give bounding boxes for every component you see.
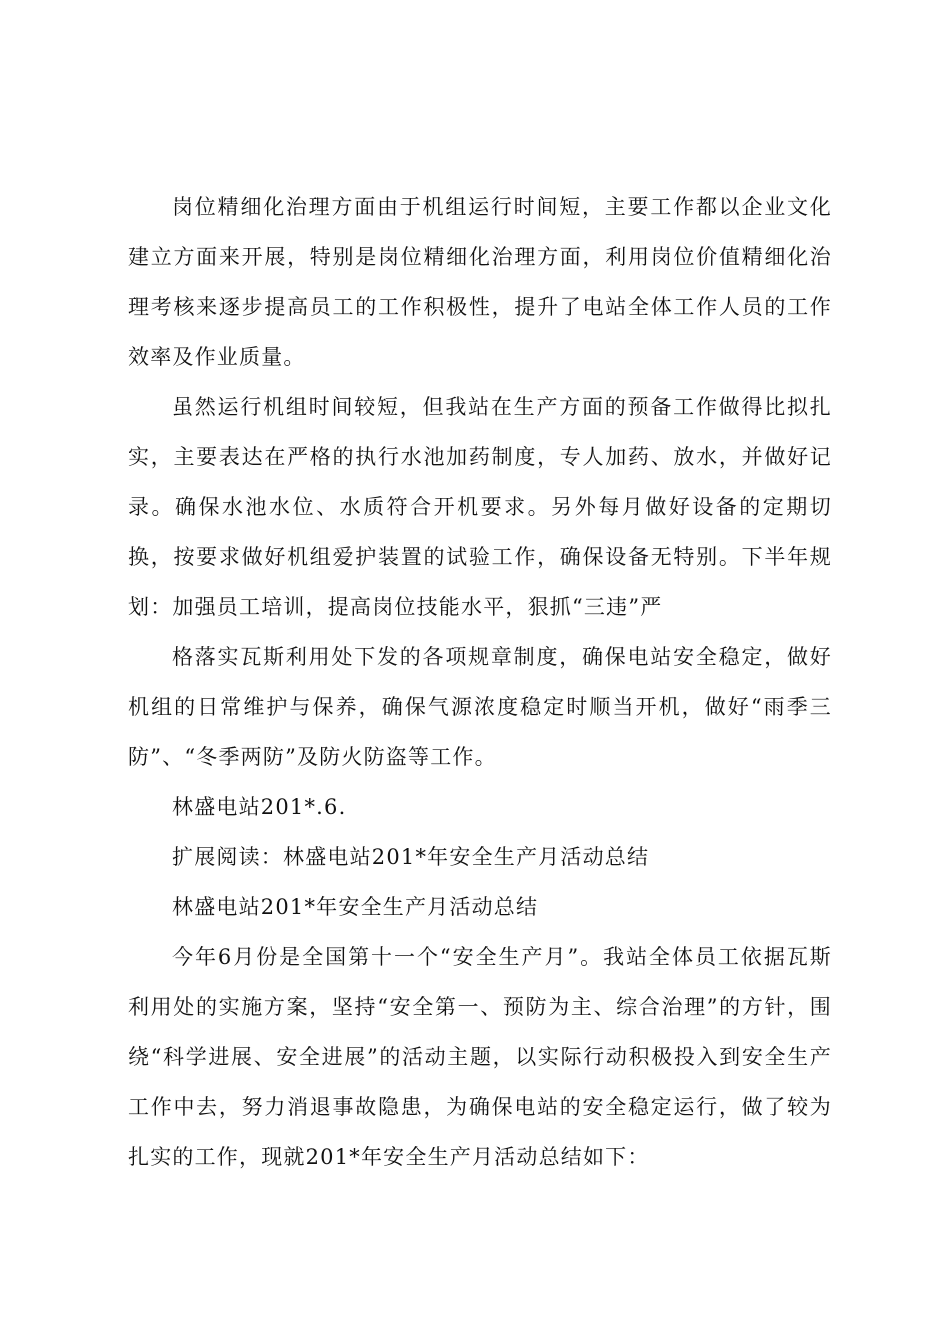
paragraph-safety-regulations: 格落实瓦斯利用处下发的各项规章制度，确保电站安全稳定，做好机组的日常维护与保养，确保气源浓度稳定时顺当开机，做好“雨季三防”、“冬季两防”及防火防盗等工作。 bbox=[128, 645, 832, 769]
signature-date-line: 林盛电站201*.6. bbox=[172, 795, 347, 819]
document-body bbox=[128, 182, 832, 1182]
section-title: 林盛电站201*年安全生产月活动总结 bbox=[172, 895, 539, 919]
paragraph-post-management: 岗位精细化治理方面由于机组运行时间短，主要工作都以企业文化建立方面来开展，特别是岗位精细化治理方面，利用岗位价值精细化治理考核来逐步提高员工的工作积极性，提升了电站全体工作人员的工作效率及作业质量。 bbox=[128, 195, 832, 369]
paragraph-production-preparation: 虽然运行机组时间较短，但我站在生产方面的预备工作做得比拟扎实，主要表达在严格的执行水池加药制度，专人加药、放水，并做好记录。确保水池水位、水质符合开机要求。另外每月做好设备的定期切换，按要求做好机组爱护装置的试验工作，确保设备无特别。下半年规划：加强员工培训，提高岗位技能水平，狠抓“三违”严 bbox=[128, 395, 832, 619]
paragraph-safety-month-intro: 今年6月份是全国第十一个“安全生产月”。我站全体员工依据瓦斯利用处的实施方案，坚持“安全第一、预防为主、综合治理”的方针，围绕“科学进展、安全进展”的活动主题，以实际行动积极投入到安全生产工作中去，努力消退事故隐患，为确保电站的安全稳定运行，做了较为扎实的工作，现就201*年安全生产月活动总结如下： bbox=[128, 945, 832, 1169]
extended-reading-line: 扩展阅读：林盛电站201*年安全生产月活动总结 bbox=[172, 845, 650, 869]
